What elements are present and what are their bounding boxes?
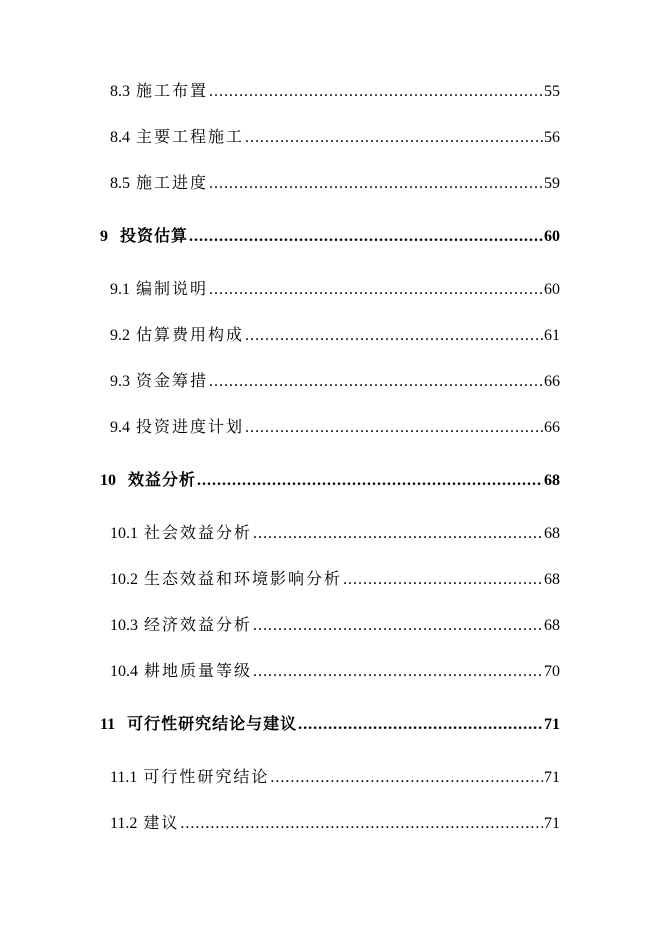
toc-entry-number: 9.2: [110, 327, 130, 344]
toc-entry-number: 10: [100, 472, 116, 489]
toc-entry-page: 61: [544, 327, 560, 344]
toc-entry[interactable]: [110, 82, 560, 102]
dot-leader: [343, 570, 543, 590]
toc-entry-title: 建议: [143, 815, 180, 832]
dot-leader: [253, 616, 543, 636]
toc-entry[interactable]: [110, 616, 560, 636]
dot-leader: [197, 471, 543, 491]
toc-entry[interactable]: [110, 174, 560, 194]
toc-entry-number: 9: [100, 228, 108, 245]
toc-entry[interactable]: [110, 280, 560, 300]
toc-entry-title: 可行性研究结论与建议: [127, 716, 298, 733]
toc-entry-page: 60: [544, 281, 560, 298]
toc-entry-page: 68: [544, 525, 560, 542]
toc-entry-number: 9.3: [110, 373, 130, 390]
toc-entry-title: 可行性研究结论: [143, 769, 270, 786]
toc-entry-number: 8.5: [110, 175, 130, 192]
toc-entry[interactable]: [110, 128, 560, 148]
toc-entry[interactable]: [110, 418, 560, 438]
toc-entry[interactable]: [110, 326, 560, 346]
toc-entry-page: 68: [544, 571, 560, 588]
toc-entry-title: 耕地质量等级: [144, 663, 253, 680]
toc-entry-title: 效益分析: [128, 472, 197, 489]
toc-entry-page: 71: [544, 815, 560, 832]
toc-entry-number: 8.4: [110, 129, 130, 146]
dot-leader: [245, 128, 543, 148]
toc-entry[interactable]: [110, 662, 560, 682]
toc-entry-title: 主要工程施工: [136, 129, 245, 146]
dot-leader: [180, 814, 543, 834]
dot-leader: [189, 227, 543, 247]
dot-leader: [253, 662, 543, 682]
toc-entry-page: 56: [544, 129, 560, 146]
toc-entry-page: 68: [544, 617, 560, 634]
dot-leader: [209, 82, 543, 102]
toc-entry-title: 估算费用构成: [136, 327, 245, 344]
dot-leader: [209, 372, 543, 392]
toc-entry-title: 资金筹措: [136, 373, 209, 390]
toc-entry-page: 60: [544, 228, 560, 245]
dot-leader: [298, 715, 543, 735]
dot-leader: [245, 418, 543, 438]
toc-entry-title: 社会效益分析: [144, 525, 253, 542]
toc-entry-number: 9.4: [110, 419, 130, 436]
toc-entry-page: 71: [544, 769, 560, 786]
toc-entry-page: 68: [544, 472, 560, 489]
toc-entry-page: 66: [544, 373, 560, 390]
toc-entry-page: 55: [544, 83, 560, 100]
toc-entry-number: 8.3: [110, 83, 130, 100]
toc-entry-title: 经济效益分析: [144, 617, 253, 634]
dot-leader: [209, 280, 543, 300]
toc-entry-title: 生态效益和环境影响分析: [144, 571, 343, 588]
dot-leader: [270, 768, 543, 788]
toc-entry-title: 编制说明: [136, 281, 209, 298]
dot-leader: [253, 524, 543, 544]
toc-entry-page: 70: [544, 663, 560, 680]
toc-entry-page: 71: [544, 716, 560, 733]
toc-entry[interactable]: [110, 372, 560, 392]
toc-chapter-entry[interactable]: [100, 227, 560, 247]
toc-entry-number: 11.1: [110, 769, 138, 786]
toc-entry[interactable]: [110, 814, 560, 834]
toc-entry[interactable]: [110, 570, 560, 590]
toc-entry-number: 10.1: [110, 525, 138, 542]
toc-entry-title: 投资进度计划: [136, 419, 245, 436]
toc-entry-number: 10.4: [110, 663, 138, 680]
toc-entry[interactable]: [110, 524, 560, 544]
dot-leader: [245, 326, 543, 346]
dot-leader: [209, 174, 543, 194]
toc-chapter-entry[interactable]: [100, 715, 560, 735]
toc-entry-number: 11.2: [110, 815, 138, 832]
toc-entry-title: 施工布置: [136, 83, 209, 100]
toc-entry-page: 66: [544, 419, 560, 436]
toc-entry-number: 9.1: [110, 281, 130, 298]
toc-entry-number: 10.3: [110, 617, 138, 634]
toc-entry-title: 投资估算: [120, 228, 189, 245]
toc-entry-number: 11: [100, 716, 116, 733]
toc-entry-number: 10.2: [110, 571, 138, 588]
toc-entry-title: 施工进度: [136, 175, 209, 192]
toc-entry-page: 59: [544, 175, 560, 192]
toc-entry[interactable]: [110, 768, 560, 788]
toc-chapter-entry[interactable]: [100, 471, 560, 491]
